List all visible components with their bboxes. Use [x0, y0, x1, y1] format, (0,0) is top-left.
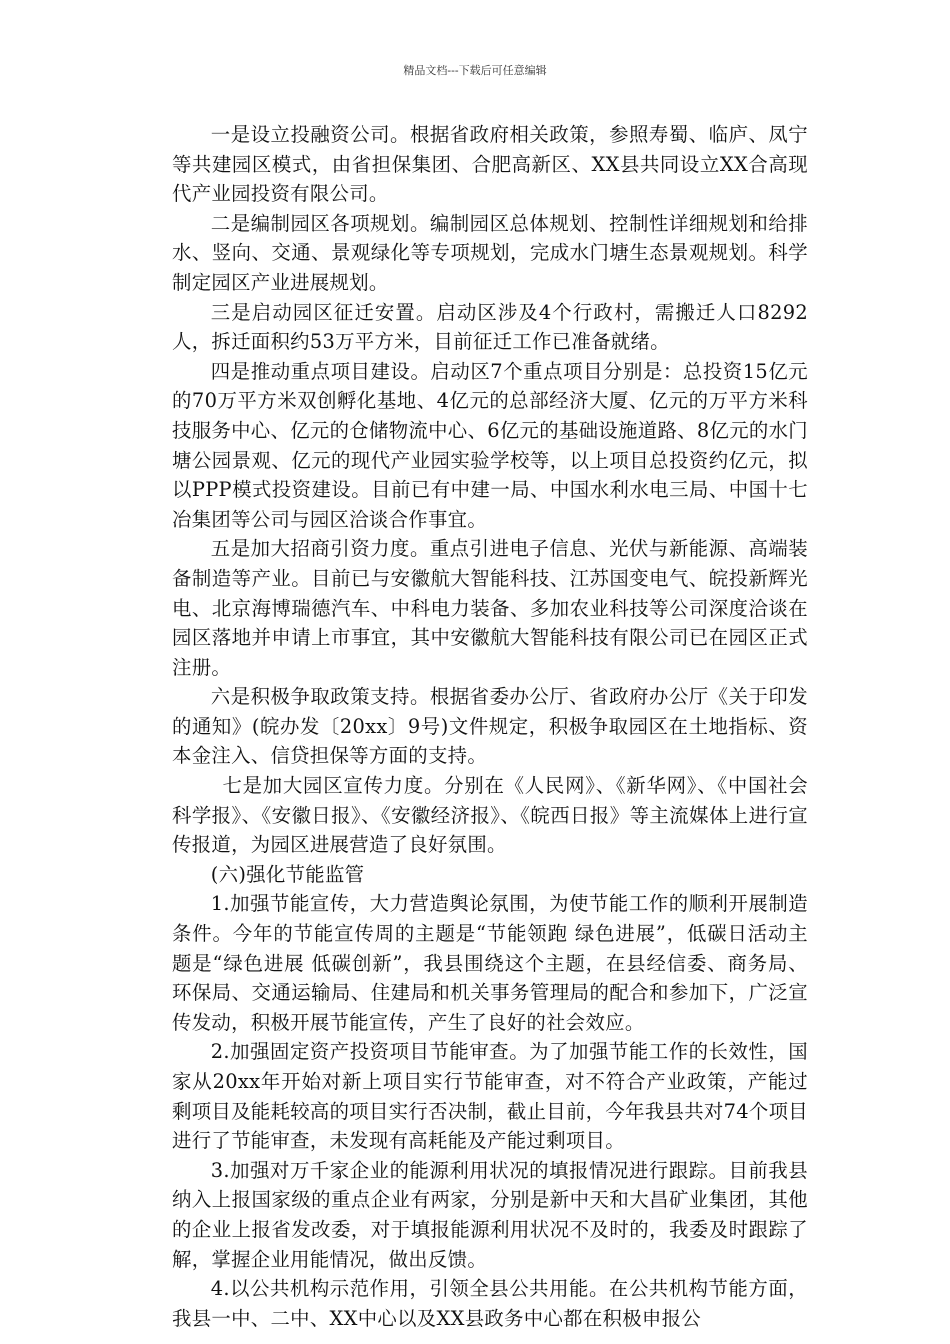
paragraph-energy-review: 2.加强固定资产投资项目节能审查。为了加强节能工作的长效性，国家从20xx年开始对新上项目实行节能审查，对不符合产业政策，产能过剩项目及能耗较高的项目实行否决制，截止目前，今年我县共对74个项目进行了节能审查，未发现有高耗能及产能过剩项目。: [172, 1040, 808, 1153]
paragraph-public-institutions: 4.以公共机构示范作用，引领全县公共用能。在公共机构节能方面，我县一中、二中、XX中心以及XX县政务中心都在积极申报公: [172, 1277, 808, 1330]
paragraph-investment-company: 一是设立投融资公司。根据省政府相关政策，参照寿蜀、临庐、凤宁等共建园区模式，由省担保集团、合肥高新区、XX县共同设立XX合高现代产业园投资有限公司。: [172, 123, 808, 206]
paragraph-policy-support: 六是积极争取政策支持。根据省委办公厅、省政府办公厅《关于印发的通知》(皖办发〔20xx〕9号)文件规定，积极争取园区在土地指标、资本金注入、信贷担保等方面的支持。: [172, 685, 808, 768]
paragraph-investment-attraction: 五是加大招商引资力度。重点引进电子信息、光伏与新能源、高端装备制造等产业。目前已与安徽航大智能科技、江苏国变电气、皖投新辉光电、北京海博瑞德汽车、中科电力装备、多加农业科技等公司深度洽谈在园区落地并申请上市事宜，其中安徽航大智能科技有限公司已在园区正式注册。: [172, 537, 808, 679]
paragraph-land-relocation: 三是启动园区征迁安置。启动区涉及4个行政村，需搬迁人口8292人，拆迁面积约53万平方米，目前征迁工作已准备就绪。: [172, 300, 808, 354]
section-heading-energy-saving: (六)强化节能监管: [210, 862, 365, 886]
paragraph-energy-publicity: 1.加强节能宣传，大力营造舆论氛围，为使节能工作的顺利开展制造条件。今年的节能宣传周的主题是“节能领跑 绿色进展”，低碳日活动主题是“绿色进展 低碳创新”，我县围绕这个主题，在县经信委、商务局、环保局、交通运输局、住建局和机关事务管理局的配合和参加下，广泛宣传发动，积极开展节能宣传，产生了良好的社会效应。: [172, 892, 808, 1034]
paragraph-key-projects: 四是推动重点项目建设。启动区7个重点项目分别是：总投资15亿元的70万平方米双创孵化基地、4亿元的总部经济大厦、亿元的万平方米科技服务中心、亿元的仓储物流中心、6亿元的基础设施道路、8亿元的水门塘公园景观、亿元的现代产业园实验学校等，以上项目总投资约亿元，拟以PPP模式投资建设。目前已有中建一局、中国水利水电三局、中国十七冶集团等公司与园区洽谈合作事宜。: [172, 359, 808, 531]
page-header: 精品文档---下载后可任意编辑: [403, 64, 547, 77]
paragraph-enterprise-tracking: 3.加强对万千家企业的能源利用状况的填报情况进行跟踪。目前我县纳入上报国家级的重点企业有两家，分别是新中天和大昌矿业集团，其他的企业上报省发改委，对于填报能源利用状况不及时的，我委及时跟踪了解，掌握企业用能情况，做出反馈。: [172, 1158, 808, 1271]
paragraph-park-planning: 二是编制园区各项规划。编制园区总体规划、控制性详细规划和给排水、竖向、交通、景观绿化等专项规划，完成水门塘生态景观规划。科学制定园区产业进展规划。: [172, 211, 808, 294]
document-body: [172, 120, 808, 1333]
paragraph-publicity: 七是加大园区宣传力度。分别在《人民网》、《新华网》、《中国社会科学报》、《安徽日报》、《安徽经济报》、《皖西日报》等主流媒体上进行宣传报道，为园区进展营造了良好氛围。: [172, 774, 808, 857]
